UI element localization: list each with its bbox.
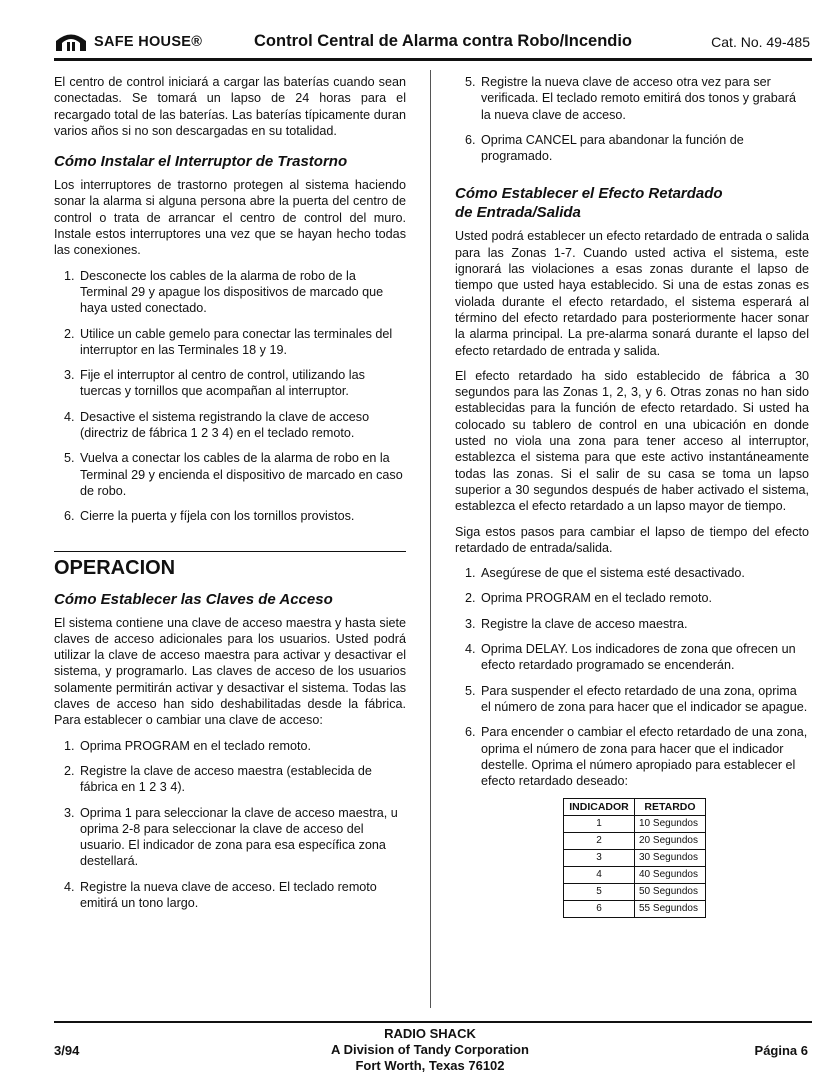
brand-name: SAFE HOUSE® <box>94 34 203 50</box>
footer-date: 3/94 <box>54 1043 80 1058</box>
battery-paragraph: El centro de control iniciará a cargar las baterías cuando sean conectadas. Se tomará un lapso de 24 horas para el recargado total de las baterías. Las baterías típicamente duran varios años si no son descargadas en su totalidad. <box>54 75 406 138</box>
page-number: Página 6 <box>754 1043 808 1058</box>
list-item: 1. Oprima PROGRAM en el teclado remoto. <box>64 738 311 753</box>
table-row: 6 55 Segundos <box>564 901 706 918</box>
catalog-number: Cat. No. 49-485 <box>711 34 810 50</box>
list-item: 3. Registre la clave de acceso maestra. <box>465 616 688 631</box>
list-item: 2. Utilice un cable gemelo para conectar las terminales del interruptor en las Terminales 18 y 19. <box>64 326 393 357</box>
table-row: 1 10 Segundos <box>564 816 706 833</box>
section-rule <box>54 551 406 552</box>
access-codes-heading: Cómo Establecer las Claves de Acceso <box>54 590 333 608</box>
left-column <box>54 74 406 920</box>
footer-rule <box>54 1021 812 1023</box>
column-header: RETARDO <box>635 799 706 816</box>
list-item: 5. Registre la nueva clave de acceso otra vez para ser verificada. El teclado remoto emitirá dos tonos y grabará la nueva clave de acceso. <box>465 75 796 122</box>
list-item: 2. Oprima PROGRAM en el teclado remoto. <box>465 591 712 606</box>
access-codes-paragraph: El sistema contiene una clave de acceso maestra y hasta siete claves de acceso adicionales para los usuarios. Usted podrá utilizar la clave de acceso maestra para activar y desactivar el sistema, y programarlo. Las claves de acceso de los usuarios solamente permitirán activar y desactivar el sistema. Todas las claves de acceso han sido deshabilitadas desde la fábrica. Para establecer o cambiar una clave de acceso: <box>54 615 406 728</box>
table-row: 4 40 Segundos <box>564 867 706 884</box>
list-item: 2. Registre la clave de acceso maestra (establecida de fábrica en 1 2 3 4). <box>64 763 372 795</box>
list-item: 5. Vuelva a conectar los cables de la alarma de robo en la Terminal 29 y encienda el dispositivo de marcado en caso de robo. <box>64 451 403 498</box>
page-header <box>54 28 810 58</box>
tamper-heading: Cómo Instalar el Interruptor de Trastorno <box>54 153 348 171</box>
list-item: 4. Oprima DELAY. Los indicadores de zona que ofrecen un efecto retardado programado se encenderán. <box>465 642 796 673</box>
list-item: 4. Registre la nueva clave de acceso. El teclado remoto emitirá un tono largo. <box>64 879 377 910</box>
house-logo-icon <box>54 30 88 52</box>
list-item: 1. Asegúrese de que el sistema esté desactivado. <box>465 566 745 581</box>
list-item: 6. Para encender o cambiar el efecto retardado de una zona, oprima el número de zona para hacer que el indicador destelle. Oprima el número apropiado para establecer el efecto retardado deseado: <box>465 725 808 789</box>
right-column <box>455 74 809 918</box>
company-address: Fort Worth, Texas 76102 <box>355 1058 505 1073</box>
tamper-paragraph: Los interruptores de trastorno protegen al sistema haciendo sonar la alarma si alguna persona abre la puerta del centro de control o trata de arrancar el centro de control del muro. Instale estos interruptores una vez que se hayan hecho todas las conexiones. <box>54 178 406 258</box>
access-codes-steps-continued <box>455 74 809 164</box>
list-item: 3. Fije el interruptor al centro de control, utilizando las tuercas y tornillos que acompañan al interruptor. <box>64 368 365 399</box>
delay-paragraph-2: El efecto retardado ha sido establecido de fábrica a 30 segundos para las Zonas 1, 2, 3, y 6. Otras zonas no han sido establecidas para la función de efecto retardado. Si usted ha colocado su tablero de control en una ubicación en donde usted no viola una zona para tener acceso al interruptor, establezca el sistema para que este activo instantáneamente todas las zonas. Si el salir de su casa se toma un lapso superior a 30 segundos después de haber activado el sistema, establezca el efecto retardado a un lapso mayor de tiempo. <box>455 368 809 514</box>
table-row: 5 50 Segundos <box>564 884 706 901</box>
list-item: 6. Cierre la puerta y fíjela con los tornillos provistos. <box>64 509 355 524</box>
document-title: Control Central de Alarma contra Robo/Incendio <box>254 32 633 50</box>
tamper-steps <box>54 268 406 525</box>
delay-paragraph-1: Usted podrá establecer un efecto retardado de entrada o salida para las Zonas 1-7. Cuando usted activa el sistema, este ignorará las violaciones a esas zonas durante el lapso de tiempo que usted haya establecido. Si una de estas zonas es violada durante el efecto retardado, el sistema esperará al término del efecto retardado para posteriormente hacer sonar la alarma principal. La pre-alarma sonará durante el lapso del efecto retardado de entrada y salida. <box>455 229 809 358</box>
delay-steps <box>455 565 809 789</box>
delay-paragraph-3: Siga estos pasos para cambiar el lapso de tiempo del efecto retardado de entrada/salida. <box>455 524 809 555</box>
list-item: 1. Desconecte los cables de la alarma de robo de la Terminal 29 y apague los dispositivos de marcado que haya usted conectado. <box>64 268 384 316</box>
list-item: 3. Oprima 1 para seleccionar la clave de acceso maestra, u oprima 2-8 para seleccionar la clave de acceso del usuario. El indicador de zona para esa específica zona destellará. <box>64 805 398 869</box>
table-row: 2 20 Segundos <box>564 833 706 850</box>
company-division: A Division of Tandy Corporation <box>331 1042 529 1057</box>
footer-company <box>300 1026 560 1074</box>
table-header-row <box>564 799 706 816</box>
column-header: INDICADOR <box>564 799 635 816</box>
delay-heading: Cómo Establecer el Efecto Retardado de Entrada/Salida <box>455 185 723 222</box>
header-rule <box>54 58 812 61</box>
delay-table <box>563 798 706 918</box>
access-codes-steps <box>54 738 406 912</box>
list-item: 6. Oprima CANCEL para abandonar la función de programado. <box>465 132 744 164</box>
operation-title: OPERACION <box>54 556 176 579</box>
list-item: 4. Desactive el sistema registrando la clave de acceso (directriz de fábrica 1 2 3 4) en el teclado remoto. <box>64 409 370 441</box>
list-item: 5. Para suspender el efecto retardado de una zona, oprima el número de zona para hacer que el indicador se apague. <box>465 683 808 714</box>
table-row: 3 30 Segundos <box>564 850 706 867</box>
column-divider <box>430 70 431 1008</box>
company-name: RADIO SHACK <box>384 1026 476 1041</box>
